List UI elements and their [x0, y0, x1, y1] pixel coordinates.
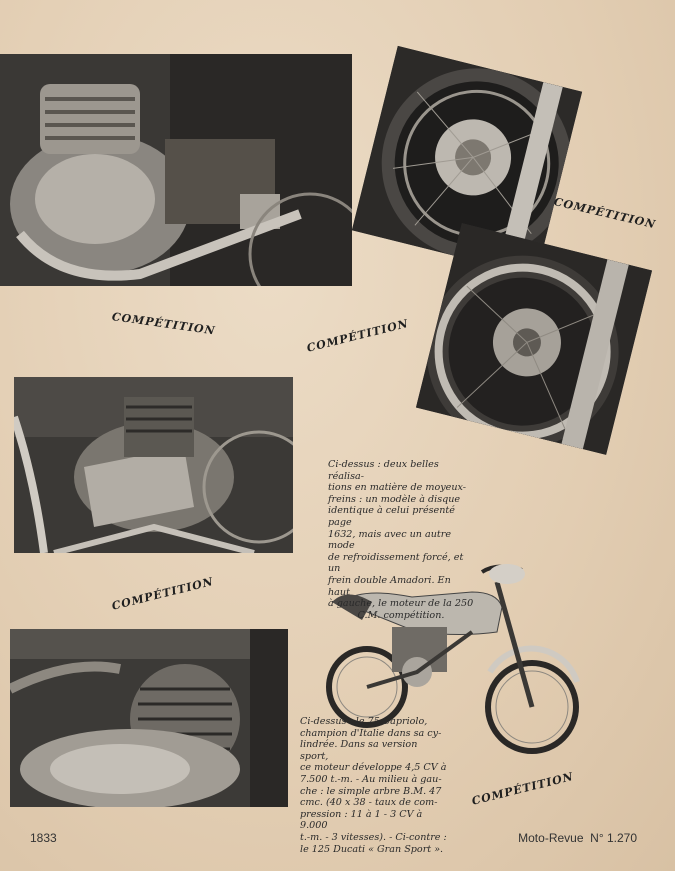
competition-label-3: COMPÉTITION [552, 195, 658, 232]
caption-hub-brakes: Ci-dessus : deux belles réalisa- tions en matière de moyeux- freins : un modèle à disque identique à celui présenté page 1632, mais avec un autre mode de refroidissement forcé, et un frein double Amadori. En haut à gauche, le moteur de la 250 C.M. compétition. [328, 459, 474, 621]
engine-photo-middle [14, 377, 293, 553]
competition-label-1: COMPÉTITION [111, 310, 217, 338]
caption-capriolo-ducati: Ci-dessus : le 75 Capriolo, champion d'Italie dans sa cy- lindrée. Dans sa version sport, ce moteur développe 4,5 CV à 7.500 t.-m. - Au milieu à gau- che : le simple arbre B.M. 47 cmc. (40 x 38 - taux de com- pression : 11 à 1 - 3 CV à 9.000 t.-m. - 3 vitesses). - Ci-contre : le 125 Ducati « Gran Sport ». [300, 716, 447, 855]
competition-label-2: COMPÉTITION [305, 316, 410, 355]
magazine-issue: Moto-Revue N° 1.270 [518, 831, 637, 845]
page-number: 1833 [30, 831, 57, 845]
competition-label-4: COMPÉTITION [110, 574, 215, 613]
competition-label-5: COMPÉTITION [470, 769, 575, 808]
engine-photo-bottom [10, 629, 288, 807]
engine-photo-top [0, 54, 352, 286]
hub-brake-photo-2 [416, 223, 652, 455]
